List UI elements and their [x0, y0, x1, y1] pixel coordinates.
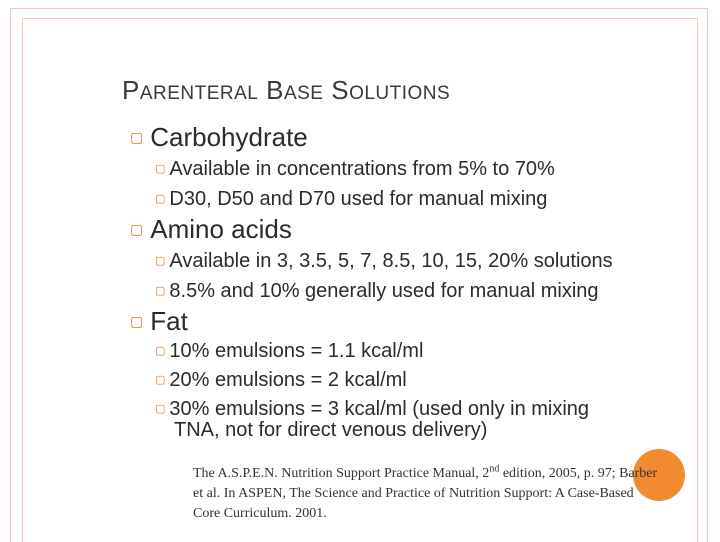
citation: The A.S.P.E.N. Nutrition Support Practice Manual, 2nd edition, 2005, p. 97; Barber et al. In ASPEN, The Science and Practice of Nutrition Support: A Case-Based Core Curriculum. 2001. — [193, 463, 658, 521]
section-heading-amino-acids: ▢ Amino acids — [130, 214, 292, 244]
bullet-icon: ▢ — [130, 221, 144, 237]
bullet-icon: ▢ — [155, 193, 166, 205]
list-item: ▢ Available in concentrations from 5% to 70% — [155, 158, 555, 180]
list-item: ▢ 8.5% and 10% generally used for manual mixing — [155, 280, 599, 302]
section-heading-fat: ▢ Fat — [130, 306, 188, 336]
bullet-icon: ▢ — [155, 374, 166, 386]
bullet-icon: ▢ — [130, 129, 144, 145]
bullet-icon: ▢ — [155, 345, 166, 357]
list-item: ▢ Available in 3, 3.5, 5, 7, 8.5, 10, 15, 20% solutions — [155, 250, 613, 272]
bullet-icon: ▢ — [155, 163, 166, 175]
bullet-icon: ▢ — [155, 285, 166, 297]
list-item: ▢ 30% emulsions = 3 kcal/ml (used only in mixing — [155, 398, 590, 420]
list-item: ▢ D30, D50 and D70 used for manual mixing — [155, 188, 548, 210]
list-item: ▢ 20% emulsions = 2 kcal/ml — [155, 369, 407, 391]
bullet-icon: ▢ — [130, 313, 144, 329]
slide-title: PARENTERAL BASE SOLUTIONS — [122, 75, 451, 105]
list-item: ▢ 10% emulsions = 1.1 kcal/ml — [155, 340, 424, 362]
list-item-continuation: TNA, not for direct venous delivery) — [174, 419, 488, 441]
bullet-icon: ▢ — [155, 403, 166, 415]
bullet-icon: ▢ — [155, 255, 166, 267]
section-heading-carbohydrate: ▢ Carbohydrate — [130, 122, 308, 152]
